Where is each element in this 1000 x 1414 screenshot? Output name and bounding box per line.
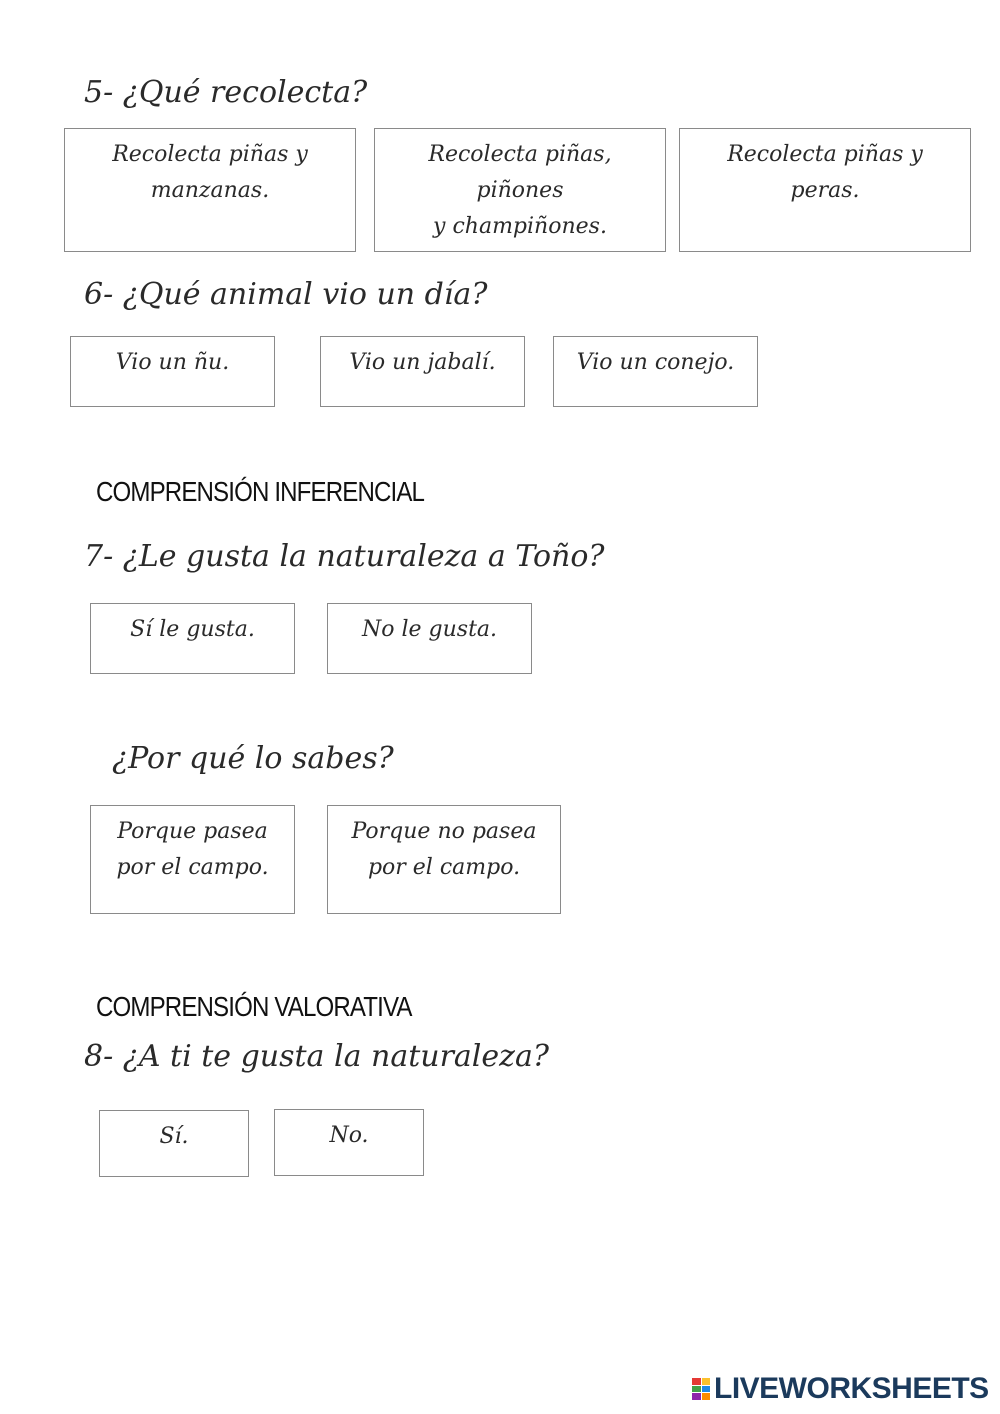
q7-option-1[interactable]: Sí le gusta. bbox=[90, 603, 295, 674]
logo-square-3 bbox=[692, 1386, 701, 1393]
q5-option-1[interactable] bbox=[64, 128, 356, 252]
logo-square-4 bbox=[702, 1386, 711, 1393]
q5-option-2-line-2: piñones bbox=[476, 178, 564, 203]
liveworksheets-logo-text: LIVEWORKSHEETS bbox=[714, 1372, 989, 1405]
q6-option-2[interactable]: Vio un jabalí. bbox=[320, 336, 525, 407]
q5-option-1-line-2: manzanas. bbox=[150, 178, 270, 203]
section-title-valorativa: COMPRENSIÓN VALORATIVA bbox=[96, 991, 412, 1022]
q5-option-3[interactable] bbox=[679, 128, 971, 252]
q7-followup-option-1-line-2: por el campo. bbox=[116, 855, 269, 880]
q8-option-1[interactable]: Sí. bbox=[99, 1110, 249, 1177]
q6-option-1[interactable]: Vio un ñu. bbox=[70, 336, 275, 407]
liveworksheets-logo bbox=[692, 1373, 989, 1405]
question-6: 6- ¿Qué animal vio un día? bbox=[84, 277, 488, 312]
logo-square-6 bbox=[702, 1393, 711, 1400]
liveworksheets-logo-icon bbox=[692, 1378, 710, 1400]
q5-option-3-line-1: Recolecta piñas y bbox=[727, 142, 923, 167]
q7-followup-option-2[interactable] bbox=[327, 805, 561, 914]
question-7: 7- ¿Le gusta la naturaleza a Toño? bbox=[84, 539, 605, 574]
q7-followup-option-1[interactable] bbox=[90, 805, 295, 914]
question-5: 5- ¿Qué recolecta? bbox=[84, 75, 368, 110]
q7-option-2[interactable]: No le gusta. bbox=[327, 603, 532, 674]
q5-option-3-line-2: peras. bbox=[790, 178, 860, 203]
q8-option-2[interactable]: No. bbox=[274, 1109, 424, 1176]
q5-option-2-line-3: y champiñones. bbox=[433, 214, 607, 239]
logo-square-5 bbox=[692, 1393, 701, 1400]
question-8: 8- ¿A ti te gusta la naturaleza? bbox=[84, 1039, 549, 1074]
q7-followup-option-2-line-1: Porque no pasea bbox=[351, 819, 537, 844]
section-title-inferencial: COMPRENSIÓN INFERENCIAL bbox=[96, 476, 425, 507]
q5-option-2[interactable] bbox=[374, 128, 666, 252]
logo-square-2 bbox=[702, 1378, 711, 1385]
q6-option-3[interactable]: Vio un conejo. bbox=[553, 336, 758, 407]
question-7-followup: ¿Por qué lo sabes? bbox=[112, 741, 394, 776]
q7-followup-option-2-line-2: por el campo. bbox=[367, 855, 521, 880]
q5-option-1-line-1: Recolecta piñas y bbox=[112, 142, 308, 167]
logo-square-1 bbox=[692, 1378, 701, 1385]
q7-followup-option-1-line-1: Porque pasea bbox=[117, 819, 268, 844]
q5-option-2-line-1: Recolecta piñas, bbox=[428, 142, 612, 167]
